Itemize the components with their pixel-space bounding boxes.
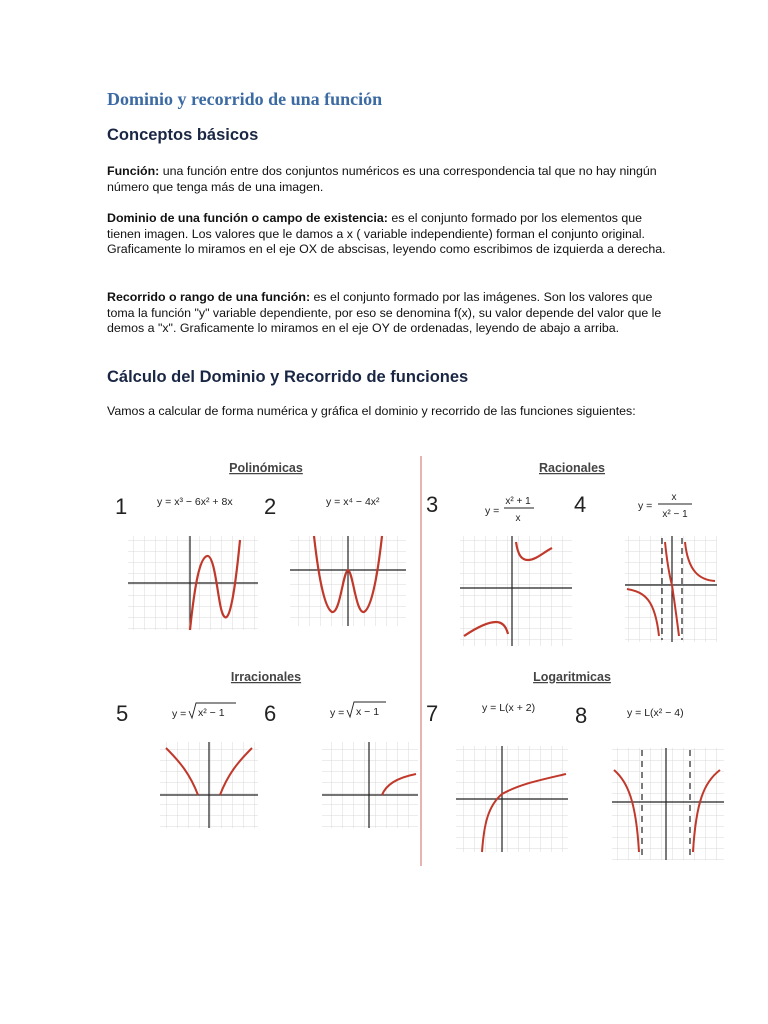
formula-7: y = L(x + 2) — [482, 702, 536, 714]
category-polinomicas: Polinómicas — [229, 461, 303, 475]
formula-1: y = x³ − 6x² + 8x — [157, 496, 233, 508]
document-title: Dominio y recorrido de una función — [107, 89, 383, 109]
functions-figure-svg — [100, 452, 728, 870]
category-logaritmicas: Logaritmicas — [533, 670, 611, 684]
formula-3-lhs: y = — [485, 505, 500, 517]
graph-4 — [625, 536, 717, 642]
function-number-5: 5 — [116, 701, 129, 726]
term-funcion: Función: — [107, 164, 160, 178]
graph-3 — [460, 536, 572, 646]
definition-dominio — [107, 211, 667, 258]
formula-6-lhs: y = — [330, 707, 345, 719]
definition-recorrido — [107, 290, 667, 337]
text-funcion: una función entre dos conjuntos numéricos es una correspondencia tal que no hay ningún número que tenga más de una imagen. — [107, 164, 657, 194]
section-heading-conceptos: Conceptos básicos — [107, 126, 259, 144]
formula-3-numerator: x² + 1 — [505, 496, 531, 507]
formula-4-denominator: x² − 1 — [662, 509, 688, 520]
formula-4-lhs: y = — [638, 500, 653, 512]
formula-4-numerator: x — [671, 492, 677, 503]
function-number-3: 3 — [426, 492, 439, 517]
graph-4-grid — [625, 536, 717, 642]
term-dominio: Dominio de una función o campo de existencia: — [107, 211, 388, 225]
term-recorrido: Recorrido o rango de una función: — [107, 290, 311, 304]
category-racionales: Racionales — [538, 461, 606, 475]
function-number-8: 8 — [575, 703, 588, 728]
graph-6 — [322, 742, 418, 828]
formula-8: y = L(x² − 4) — [627, 707, 684, 719]
section-heading-calculo: Cálculo del Dominio y Recorrido de funciones — [107, 368, 469, 386]
formula-5-lhs: y = — [172, 708, 187, 720]
graph-8 — [612, 748, 724, 860]
formula-6-radicand: x − 1 — [356, 706, 380, 718]
graph-8-grid — [612, 748, 724, 860]
graph-2 — [290, 536, 406, 626]
graph-1 — [128, 536, 258, 630]
function-number-4: 4 — [574, 492, 587, 517]
category-irracionales: Irracionales — [230, 670, 302, 684]
graph-6-grid — [322, 742, 418, 828]
intro-paragraph: Vamos a calcular de forma numérica y gráfica el dominio y recorrido de las funciones siguientes: — [107, 404, 636, 418]
text-recorrido: es el conjunto formado por las imágenes. Son los valores que toma la función "y" variable dependiente, por eso se denomina f(x), su valor depende del valor que le demos a "x". Graficamente lo miramos en el eje OY de ordenadas, leyendo de abajo a arriba. — [107, 290, 662, 335]
graph-5 — [160, 742, 258, 828]
formula-2: y = x⁴ − 4x² — [326, 496, 380, 508]
definition-funcion — [107, 164, 667, 195]
function-number-1: 1 — [115, 494, 128, 519]
formula-5-radicand: x² − 1 — [198, 707, 225, 719]
function-number-6: 6 — [264, 701, 277, 726]
function-number-7: 7 — [426, 701, 439, 726]
formula-3-denominator: x — [515, 513, 521, 524]
text-dominio: es el conjunto formado por los elementos que tienen imagen. Los valores que le damos a x ( variable independiente) forman el conjunto original. Graficamente lo miramos en el eje OX de abscisas, leyendo como escribimos de izquierda a derecha. — [107, 211, 666, 256]
function-number-2: 2 — [264, 494, 277, 519]
graph-7 — [456, 746, 568, 852]
functions-figure — [100, 452, 728, 870]
